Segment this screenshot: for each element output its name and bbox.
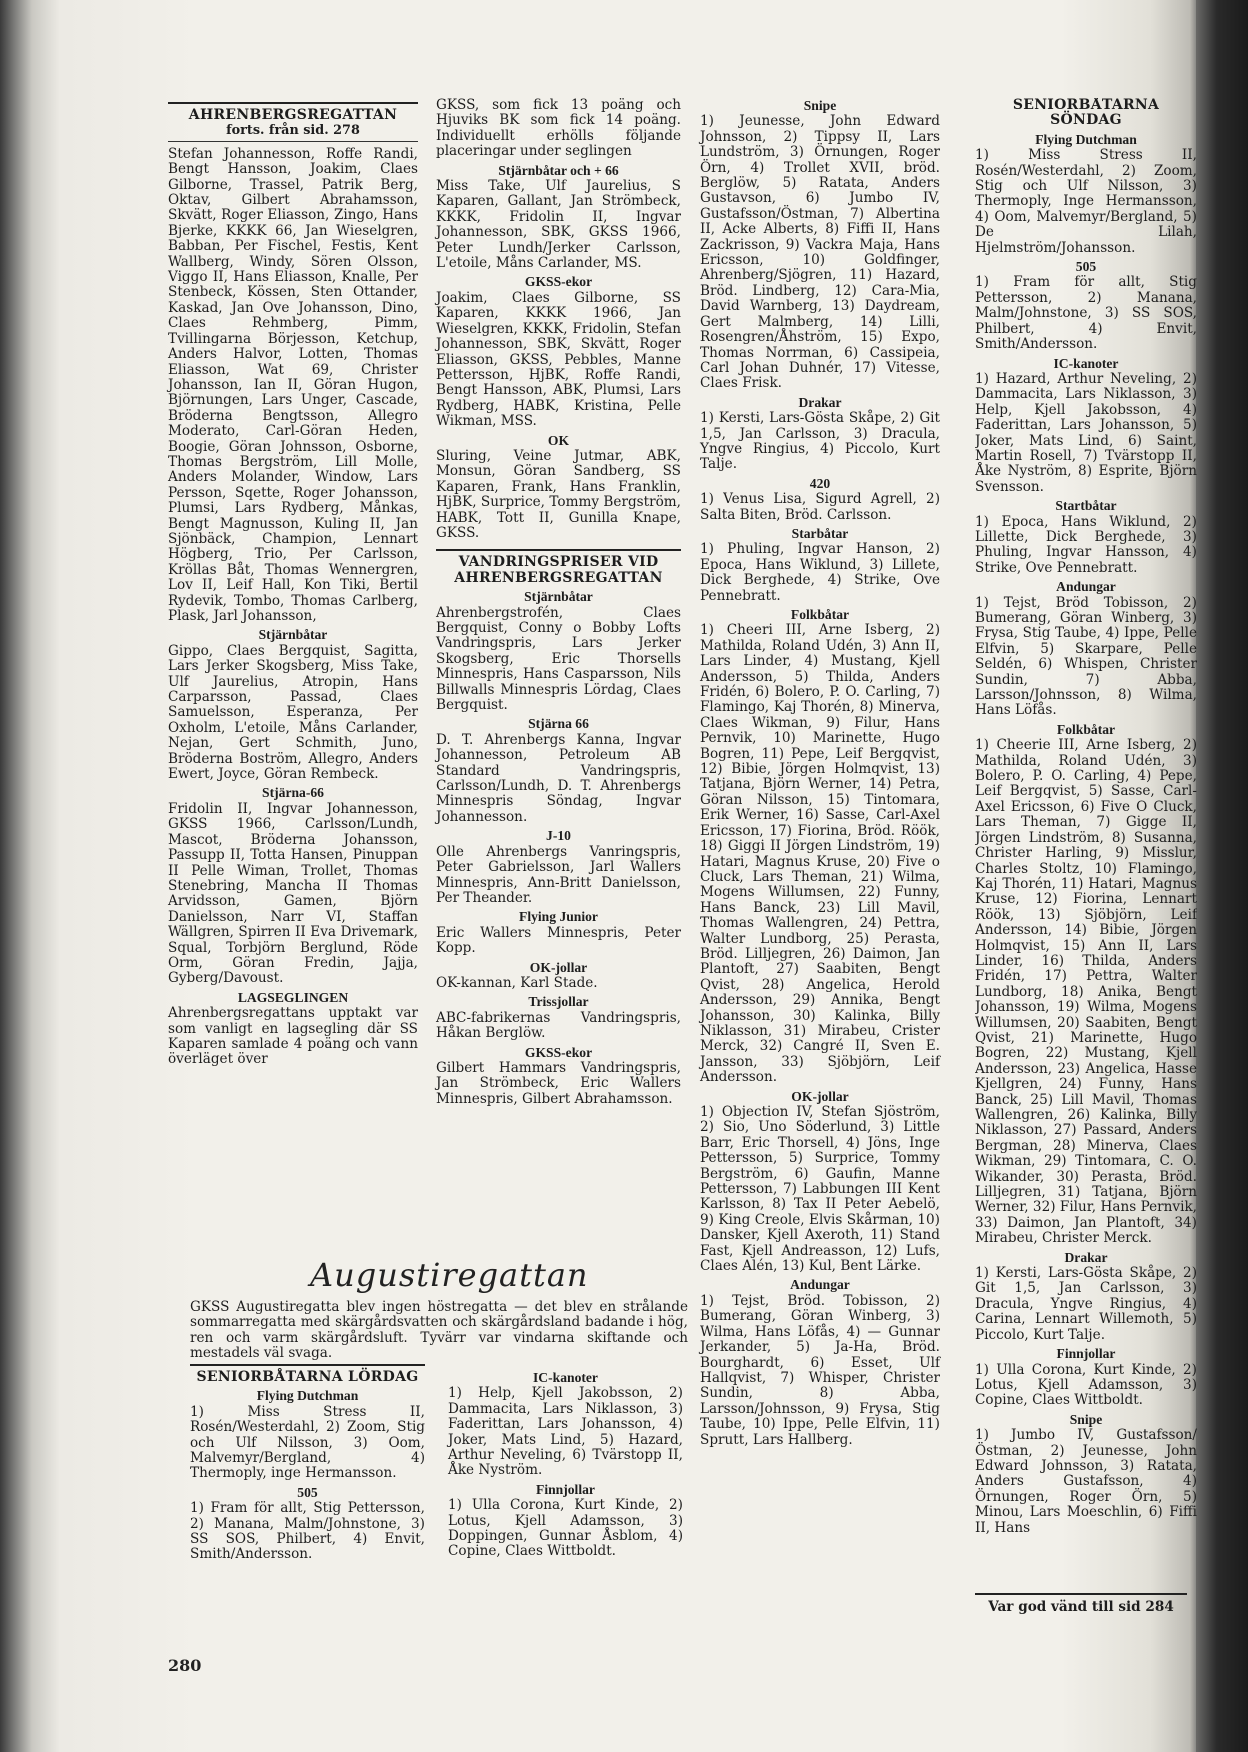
results-paragraph: OK-kannan, Karl Stade.: [436, 974, 598, 991]
results-paragraph: Eric Wallers Minnespris, Peter Kopp.: [436, 924, 681, 957]
section-title-vandringspriser: VANDRINGSPRISER VID AHRENBERGSREGATTAN: [454, 554, 663, 586]
section-rule: [190, 1364, 425, 1366]
class-heading: GKSS-ekor: [524, 274, 593, 290]
class-heading: OK-jollar: [791, 1088, 849, 1104]
results-paragraph: 1) Tejst, Bröd Tobisson, 2) Bumerang, Göran Winberg, 3) Frysa, Stig Taube, 4) Ippe, Pelle Elfvin, 5) Skarpare, Pelle Seldén, 6) Whispen, Christer Sundin, 7) Abba, Larsson/Johnsson, 8) Wilma, Hans Löfås.: [975, 594, 1197, 719]
column-3: [700, 98, 940, 1448]
continued-on-page-note: Var god vänd till sid 284: [975, 1593, 1187, 1615]
class-heading: Drakar: [798, 394, 842, 410]
class-heading: Drakar: [1064, 1249, 1108, 1265]
results-paragraph: 1) Tejst, Bröd. Tobisson, 2) Bumerang, Göran Winberg, 3) Wilma, Hans Löfås, 4) — Gunnar Jerkander, 5) Ja-Ha, Bröd. Bourghardt, 6) Esset, Ulf Hallqvist, 7) Whisper, Christer Sundin, 8) Abba, Larsson/Johnsson, 9) Frysa, Stig Taube, 10) Ippe, Pelle Elfvin, 11) Sprutt, Lars Hallberg.: [700, 1292, 940, 1448]
class-heading: Finnjollar: [536, 1481, 595, 1497]
class-heading: Folkbåtar: [790, 607, 850, 622]
results-paragraph: 1) Kersti, Lars-Gösta Skåpe, 2) Git 1,5, Jan Carlsson, 3) Dracula, Yngve Ringius, 4) Piccolo, Kurt Talje.: [700, 410, 940, 473]
results-paragraph: Sluring, Veine Jutmar, ABK, Monsun, Göran Sandberg, SS Kaparen, Frank, Hans Franklin, HjBK, Surprice, Tommy Bergström, HABK, Tott II, Gunilla Knape, GKSS.: [436, 447, 681, 541]
results-paragraph: 1) Cheeri III, Arne Isberg, 2) Mathilda, Roland Udén, 3) Ann II, Lars Linder, 4) Mustang, Kjell Andersson, 5) Thilda, Anders Fridén, 6) Bolero, P. O. Carling, 7) Flamingo, Kaj Thorén, 8) Minerva, Claes Wikman, 9) Filur, Hans Pernvik, 10) Marinette, Hugo Bogren, 11) Pepe, Leif Bergqvist, 12) Bibie, Jörgen Holmqvist, 13) Tatjana, Björn Werner, 14) Petra, Göran Nilsson, 15) Tintomara, Erik Werner, 16) Sasse, Carl-Axel Ericsson, 17) Fiorina, Bröd. Röök, 18) Giggi II Jörgen Lindström, 19) Hatari, Magnus Kruse, 20) Five o Cluck, Lars Theman, 21) Wilma, Mogens Willumsen, 22) Funny, Hans Banck, 23) Lill Mavil, Thomas Wallengren, 24) Pettra, Walter Lundborg, 25) Perasta, Bröd. Lilljegren, 26) Daimon, Jan Plantoft, 27) Saabiten, Bengt Qvist, 28) Angelica, Herold Andersson, 29) Annika, Bengt Johansson, 30) Kalinka, Billy Niklasson, 31) Mirabeu, Crister Merck, 32) Cangré II, Sven E. Jansson, 33) Sjöbjörn, Leif Andersson.: [700, 622, 940, 1086]
results-paragraph: Joakim, Claes Gilborne, SS Kaparen, KKKK 1966, Jan Wieselgren, KKKK, Fridolin, Stefan Johannesson, SBK, Skvätt, Roger Eliasson, GKSS, Pebbles, Manne Pettersson, HjBK, Roffe Randi, Bengt Hansson, ABK, Plumsi, Lars Rydberg, HABK, Kristina, Pelle Wikman, MSS.: [436, 289, 681, 430]
results-paragraph: 1) Help, Kjell Jakobsson, 2) Dammacita, Lars Niklasson, 3) Faderittan, Lars Johansson, 4) Joker, Mats Lind, 5) Hazard, Arthur Neveling, 6) Tvärstopp II, Åke Nyström.: [448, 1385, 683, 1479]
results-paragraph: Gippo, Claes Bergquist, Sagitta, Lars Jerker Skogsberg, Miss Take, Ulf Jaurelius, Atropin, Hans Carparsson, Passad, Claes Samuelsson, Esperanza, Per Oxholm, L'etoile, Måns Carlander, Nejan, Gert Schmith, Juno, Bröderna Boström, Allegro, Anders Ewert, Joyce, Göran Rembeck.: [168, 642, 418, 783]
results-paragraph: 1) Jeunesse, John Edward Johnsson, 2) Tippsy II, Lars Lundström, 3) Örnungen, Roger Örn, 4) Trollet XVII, bröd. Berglöw, 5) Ratata, Anders Gustavson, 6) Jumbo IV, Gustafsson/Östman, 7) Albertina II, Acke Alberts, 8) Fiffi II, Hans Zackrisson, 9) Vackra Maja, Hans Ericsson, 10) Goldfinger, Ahrenberg/Sjögren, 11) Hazard, Bröd. Lindberg, 12) Cara-Mia, David Warnberg, 13) Daydream, Gert Malmberg, 14) Lilli, Rosengren/Åhström, 15) Expo, Thomas Norrman, 6) Cassipeia, Carl Johan Duhnér, 17) Vitesse, Claes Frisk.: [700, 113, 940, 392]
class-heading: OK: [547, 432, 570, 448]
class-heading: 420: [809, 475, 831, 491]
results-paragraph: 1) Hazard, Arthur Neveling, 2) Dammacita, Lars Niklasson, 3) Help, Kjell Jakobsson, 4) Faderittan, Lars Johansson, 5) Joker, Mats Lind, 6) Saint, Martin Rosell, 7) Tvärstopp II, Åke Nyström, 8) Esprite, Björn Svensson.: [975, 370, 1197, 495]
results-paragraph: Stefan Johannesson, Roffe Randi, Bengt Hansson, Joakim, Claes Gilborne, Trassel, Patrik Berg, Oktav, Gilbert Abrahamsson, Skvätt, Roger Eliasson, Zingo, Hans Bjerke, KKKK 66, Jan Wieselgren, Babban, Per Fischel, Festis, Kent Wallberg, Windy, Sören Olsson, Viggo II, Hans Eliasson, Knalle, Per Stenbeck, Kössen, Sten Ottander, Kaskad, Jan Ove Johansson, Dino, Claes Rehmberg, Pimm, Tvillingarna Börjesson, Ketchup, Anders Halvor, Lotten, Thomas Eliasson, Wat 69, Christer Johansson, Ian II, Göran Hugon, Björnungen, Lars Unger, Cascade, Bröderna Bengtsson, Allegro Moderato, Carl-Göran Heden, Boogie, Göran Johnsson, Osborne, Thomas Bergström, Lill Molle, Anders Molander, Window, Lars Persson, Sqette, Roger Johansson, Plumsi, Lars Rydberg, Månkas, Bengt Magnusson, Kuling II, Jan Sjönbäck, Champion, Lennart Högberg, Trio, Per Carlsson, Kröllas Båt, Thomas Wennergren, Lov II, Leif Hall, Kon Tiki, Bertil Rydevik, Tombo, Thomas Carlberg, Plask, Jarl Johansson,: [168, 145, 418, 624]
class-heading: Andungar: [790, 1277, 850, 1293]
section-title-seniorbatarna-lordag: SENIORBÅTARNA LÖRDAG: [196, 1369, 419, 1385]
results-paragraph: Ahrenbergsregattans upptakt var som vanligt en lagsegling där SS Kaparen samlade 4 poäng och vann överläget över: [168, 1005, 418, 1068]
results-paragraph: 1) Ulla Corona, Kurt Kinde, 2) Lotus, Kjell Adamsson, 3) Copine, Claes Wittboldt.: [975, 1361, 1197, 1409]
results-paragraph: D. T. Ahrenbergs Kanna, Ingvar Johannesson, Petroleum AB Standard Vandringspris, Carlsson/Lundh, D. T. Ahrenbergs Minnespris Söndag, Ingvar Johannesson.: [436, 731, 681, 825]
class-heading: Startbåtar: [1055, 498, 1117, 514]
results-paragraph: 1) Epoca, Hans Wiklund, 2) Lillette, Dick Berghede, 3) Phuling, Ingvar Hansson, 4) Strike, Ove Pennebratt.: [975, 513, 1197, 576]
results-paragraph: 1) Fram för allt, Stig Pettersson, 2) Manana, Malm/Johnstone, 3) SS SOS, Philbert, 4) Envit, Smith/Andersson.: [190, 1500, 425, 1563]
page-edge-shadow: [1196, 0, 1248, 1752]
augusti-column-2: [448, 1370, 683, 1560]
column-2: [436, 98, 681, 1107]
class-heading: Finnjollar: [1056, 1346, 1116, 1362]
class-heading: J-10: [546, 828, 571, 844]
results-paragraph: Miss Take, Ulf Jaurelius, S Kaparen, Gallant, Jan Strömbeck, KKKK, Fridolin II, Ingvar Johannesson, SBK, GKSS 1966, Peter Lundh/Jerker Carlsson, L'etoile, Måns Carlander, MS.: [436, 178, 681, 272]
augusti-column-1: [190, 1360, 425, 1563]
section-heading-lagseglingen: LAGSEGLINGEN: [237, 989, 349, 1005]
results-paragraph: 1) Phuling, Ingvar Hanson, 2) Epoca, Hans Wiklund, 3) Lillete, Dick Berghede, 4) Strike, Ove Pennebratt.: [700, 541, 940, 604]
continued-note: forts. från sid. 278: [226, 123, 360, 139]
class-heading: GKSS-ekor: [524, 1044, 593, 1060]
results-paragraph: 1) Jumbo IV, Gustafsson/Östman, 2) Jeunesse, John Edward Johnsson, 3) Ratata, Anders Gustafsson, 4) Örnungen, Roger Örn, 5) Minou, Lars Moeschlin, 6) Fiffi II, Hans: [975, 1427, 1197, 1536]
results-paragraph: Olle Ahrenbergs Vanringspris, Peter Gabrielsson, Jarl Wallers Minnespris, Ann-Britt Danielsson, Per Theander.: [436, 843, 681, 906]
class-heading: IC-kanoter: [533, 1370, 598, 1385]
class-heading: Stjärnbåtar: [524, 589, 593, 605]
page-number: 280: [168, 1656, 202, 1675]
class-heading: Flying Dutchman: [256, 1388, 359, 1404]
class-heading: Snipe: [803, 98, 837, 113]
class-heading: Stjärna-66: [262, 785, 324, 801]
class-heading: Snipe: [1069, 1411, 1103, 1427]
class-heading: Starbåtar: [791, 525, 849, 541]
section-title-seniorbatarna-sondag: SENIORBÅTARNA SÖNDAG: [1012, 98, 1160, 129]
results-paragraph: 1) Objection IV, Stefan Sjöström, 2) Sio, Uno Söderlund, 3) Little Barr, Eric Thorsell, 4) Jöns, Inge Pettersson, 5) Surprice, Tommy Bergström, 6) Gaufin, Manne Pettersson, 7) Labbungen III Kent Karlsson, 8) Tax II Peter Aebelö, 9) King Creole, Elvis Skårman, 10) Dansker, Kjell Axeroth, 11) Stand Fast, Kjell Andreasson, 12) Lufs, Claes Alén, 13) Kul, Bent Lärke.: [700, 1104, 940, 1275]
article-intro: GKSS Augustiregatta blev ingen höstregatta — det blev en strålande sommarregatta med skärgårdsvatten och skärgårdsland badande i hög, ren och varm skärgårdsluft. Tyvärr var vindarna skiftande och mestadels väl svaga.: [190, 1299, 688, 1362]
results-paragraph: 1) Fram för allt, Stig Pettersson, 2) Manana, Malm/Johnstone, 3) SS SOS, Philbert, 4) Envit, Smith/Andersson.: [975, 274, 1197, 353]
class-heading: OK-jollar: [529, 959, 588, 975]
results-paragraph: Fridolin II, Ingvar Johannesson, GKSS 1966, Carlsson/Lundh, Mascot, Bröderna Johansson, Passupp II, Totta Hansen, Pinuppan II Pelle Wiman, Trollet, Thomas Stenebring, Mancha II Thomas Arvidsson, Gamen, Björn Danielsson, Narr VI, Staffan Wällgren, Spirren II Eva Drivemark, Squal, Torbjörn Berglund, Röde Orm, Göran Fredin, Jajja, Gyberg/Davoust.: [168, 800, 418, 987]
results-paragraph: 1) Cheerie III, Arne Isberg, 2) Mathilda, Roland Udén, 3) Bolero, P. O. Carling, 4) Pepe, Leif Bergqvist, 5) Sasse, Carl-Axel Ericsson, 6) Five O Cluck, Lars Theman, 7) Gigge II, Jörgen Lindström, 8) Susanna, Christer Harling, 9) Misslur, Charles Stoltz, 10) Flamingo, Kaj Thorén, 11) Hatari, Magnus Kruse, 12) Fiorina, Lennart Röök, 13) Sjöbjörn, Leif Andersson, 14) Bibie, Jörgen Holmqvist, 15) Ann II, Lars Linder, 16) Thilda, Anders Fridén, 17) Pettra, Walter Lundborg, 18) Anika, Bengt Johansson, 19) Wilma, Mogens Willumsen, 20) Saabiten, Bengt Qvist, 21) Marinette, Hugo Bogren, 22) Mustang, Kjell Andersson, 23) Angelica, Hasse Kjellgren, 24) Funny, Hans Banck, 25) Lill Mavil, Thomas Wallengren, 26) Kalinka, Billy Niklasson, 27) Passard, Anders Bergman, 28) Minerva, Claes Wikman, 29) Tintomara, C. O. Wikander, 30) Perasta, Bröd. Lilljegren, 31) Tatjana, Björn Werner, 32) Filur, Hans Pernvik, 33) Daimon, Jan Plantoft, 34) Mirabeu, Christer Merck.: [975, 737, 1197, 1247]
section-title-ahrenbergsregattan: AHRENBERGSREGATTAN: [188, 107, 398, 123]
class-heading: 505: [1075, 259, 1097, 275]
class-heading: Stjärnbåtar och + 66: [498, 162, 619, 178]
class-heading: IC-kanoter: [1053, 355, 1119, 371]
results-paragraph: 1) Venus Lisa, Sigurd Agrell, 2) Salta Biten, Bröd. Carlsson.: [700, 491, 940, 523]
results-paragraph: GKSS, som fick 13 poäng och Hjuviks BK som fick 14 poäng. Individuellt erhölls följande placeringar under seglingen: [436, 97, 681, 160]
class-heading: Folkbåtar: [1056, 721, 1116, 737]
column-1: [168, 98, 418, 1068]
results-paragraph: 1) Kersti, Lars-Gösta Skåpe, 2) Git 1,5, Jan Carlsson, 3) Dracula, Yngve Ringius, 4) Carina, Lennart Willemoth, 5) Piccolo, Kurt Talje.: [975, 1265, 1197, 1343]
class-heading: Trissjollar: [528, 994, 589, 1010]
class-heading: 505: [297, 1484, 318, 1500]
title-rule-bottom: [168, 141, 418, 142]
results-paragraph: 1) Ulla Corona, Kurt Kinde, 2) Lotus, Kjell Adamsson, 3) Doppingen, Gunnar Åsblom, 4) Copine, Claes Wittboldt.: [448, 1497, 683, 1560]
class-heading: Flying Dutchman: [1035, 131, 1137, 147]
title-rule-top: [168, 102, 418, 104]
results-paragraph: 1) Miss Stress II, Rosén/Westerdahl, 2) Zoom, Stig och Ulf Nilsson, 3) Thermoply, Inge Hermansson, 4) Oom, Malvemyr/Bergland, 5) De Lilah, Hjelmström/Johansson.: [975, 147, 1197, 256]
class-heading: Stjärna 66: [528, 716, 589, 732]
results-paragraph: Ahrenbergstrofén, Claes Bergquist, Conny o Bobby Lofts Vandringspris, Lars Jerker Skogsberg, Eric Thorsells Minnespris, Hans Casparsson, Nils Billwalls Minnespris Lördag, Claes Bergquist.: [436, 604, 681, 714]
column-4: [975, 98, 1197, 1588]
class-heading: Flying Junior: [519, 909, 598, 925]
results-paragraph: Gilbert Hammars Vandringspris, Jan Strömbeck, Eric Wallers Minnespris, Gilbert Abrahamsson.: [436, 1059, 681, 1107]
results-paragraph: 1) Miss Stress II, Rosén/Westerdahl, 2) Zoom, Stig och Ulf Nilsson, 3) Oom, Malvemyr/Bergland, 4) Thermoply, inge Hermansson.: [190, 1403, 425, 1482]
results-paragraph: ABC-fabrikernas Vandringspris, Håkan Berglöw.: [436, 1009, 681, 1042]
class-heading: Stjärnbåtar: [258, 627, 328, 643]
class-heading: Andungar: [1056, 579, 1116, 595]
section-rule: [436, 549, 681, 551]
article-title-augustiregattan: Augustiregattan: [310, 1256, 589, 1294]
